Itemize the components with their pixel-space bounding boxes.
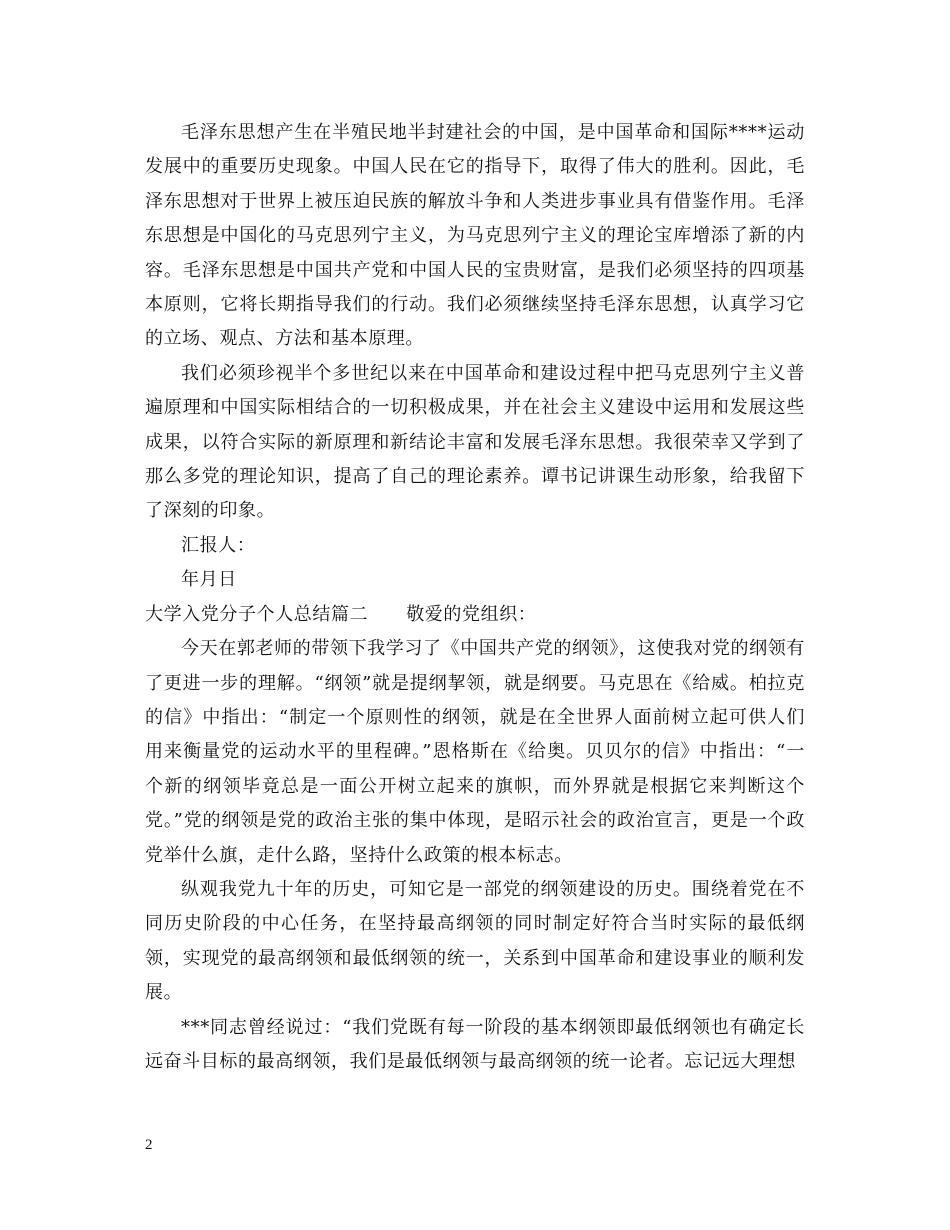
paragraph-mao-thought: 毛泽东思想产生在半殖民地半封建社会的中国，是中国革命和国际****运动发展中的重要历史现象。中国人民在它的指导下，取得了伟大的胜利。因此，毛泽东思想对于世界上被压迫民族的解放斗争和人类进步事业具有借鉴作用。毛泽东思想是中国化的马克思列宁主义，为马克思列宁主义的理论宝库增添了新的内容。毛泽东思想是中国共产党和中国人民的宝贵财富，是我们必须坚持的四项基本原则，它将长期指导我们的行动。我们必须继续坚持毛泽东思想，认真学习它的立场、观点、方法和基本原理。 (145, 122, 805, 350)
document-body (145, 116, 805, 1079)
section-title: 大学入党分子个人总结篇二 (145, 603, 369, 625)
paragraph-party-program: 今天在郭老师的带领下我学习了《中国共产党的纲领》，这使我对党的纲领有了更进一步的理解。“纲领”就是提纲挈领，就是纲要。马克思在《给威。柏拉克的信》中指出：“制定一个原则性的纲领，就是在全世界人面前树立起可供人们用来衡量党的运动水平的里程碑。”恩格斯在《给奥。贝贝尔的信》中指出：“一个新的纲领毕竟总是一面公开树立起来的旗帜，而外界就是根据它来判断这个党。”党的纲领是党的政治主张的集中体现，是昭示社会的政治宣言，更是一个政党举什么旗，走什么路，坚持什么政策的根本标志。 (145, 638, 805, 866)
reporter-line: 汇报人： (181, 534, 256, 556)
salutation: 敬爱的党组织： (406, 603, 537, 625)
page-number: 2 (145, 1137, 153, 1153)
paragraph-cherish-achievements: 我们必须珍视半个多世纪以来在中国革命和建设过程中把马克思列宁主义普遍原理和中国实际相结合的一切积极成果，并在社会主义建设中运用和发展这些成果，以符合实际的新原理和新结论丰富和发展毛泽东思想。我很荣幸又学到了那么多党的理论知识，提高了自己的理论素养。谭书记讲课生动形象，给我留下了深刻的印象。 (145, 362, 805, 522)
section-heading (145, 598, 805, 632)
date-line: 年月日 (181, 569, 237, 591)
paragraph-party-history: 纵观我党九十年的历史，可知它是一部党的纲领建设的历史。围绕着党在不同历史阶段的中心任务，在坚持最高纲领的同时制定好符合当时实际的最低纲领，实现党的最高纲领和最低纲领的统一，关系到中国革命和建设事业的顺利发展。 (145, 878, 805, 1004)
paragraph-quote: ***同志曾经说过：“我们党既有每一阶段的基本纲领即最低纲领也有确定长远奋斗目标的最高纲领，我们是最低纲领与最高纲领的统一论者。忘记远大理想 (145, 1016, 805, 1072)
